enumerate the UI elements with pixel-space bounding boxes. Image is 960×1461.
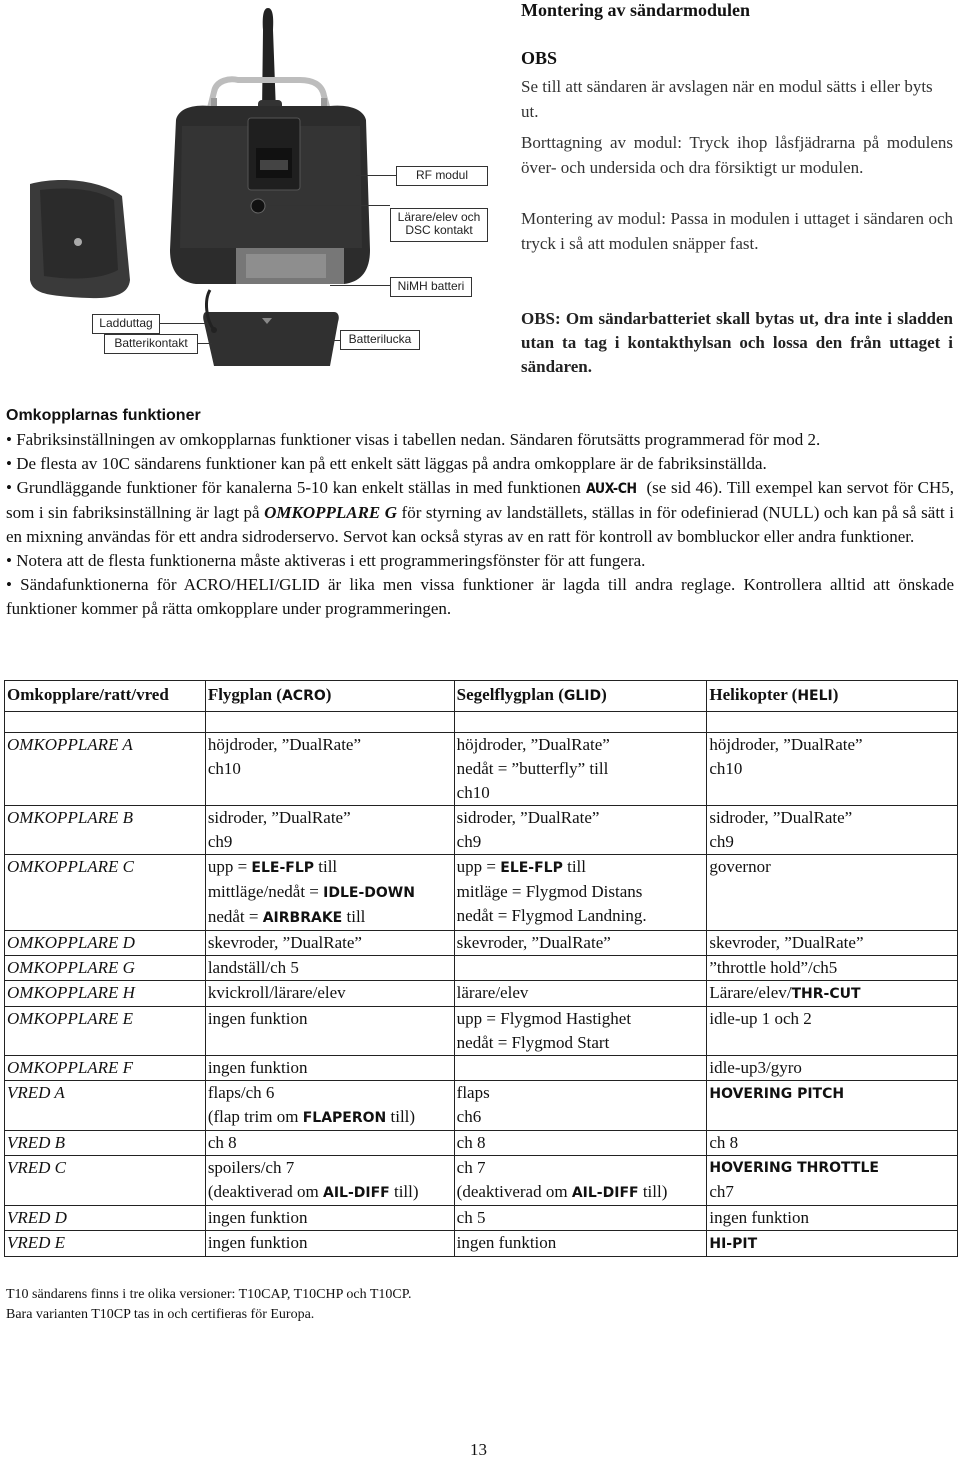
table-cell bbox=[454, 1056, 707, 1081]
table-cell: governor bbox=[707, 855, 958, 931]
footnote-2: Bara varianten T10CP tas in och certifieras för Europa. bbox=[6, 1307, 315, 1322]
table-cell: idle-up3/gyro bbox=[707, 1056, 958, 1081]
table-cell: HI-PIT bbox=[707, 1231, 958, 1257]
table-cell bbox=[205, 712, 454, 733]
table-cell bbox=[454, 712, 707, 733]
header-glid: Segelflygplan (GLID) bbox=[454, 681, 707, 712]
header-switch: Omkopplare/ratt/vred bbox=[5, 681, 206, 712]
table-cell: ingen funktion bbox=[205, 1206, 454, 1231]
bullet-3-b: (se sid 46). Till exempel kan servot för CH5, som i sin fabriksinställning är lagt på bbox=[6, 478, 954, 522]
table-cell: VRED C bbox=[5, 1156, 206, 1206]
table-cell: flaps ch6 bbox=[454, 1081, 707, 1131]
table-row bbox=[5, 1231, 958, 1257]
table-cell: skevroder, ”DualRate” bbox=[454, 931, 707, 956]
bullet-4: • Notera att de flesta funktionerna måste aktiveras i ett programmeringsfönster för att fungera. bbox=[6, 551, 646, 570]
table-cell: OMKOPPLARE G bbox=[5, 956, 206, 981]
table-row bbox=[5, 806, 958, 855]
bullet-3 bbox=[6, 476, 954, 549]
callout-larare-elev-dsc: Lärare/elev och DSC kontakt bbox=[390, 208, 488, 242]
table-cell: ingen funktion bbox=[707, 1206, 958, 1231]
table-cell: sidroder, ”DualRate” ch9 bbox=[205, 806, 454, 855]
table-spacer-row bbox=[5, 712, 958, 733]
table-cell bbox=[5, 712, 206, 733]
bullet-3-c: för styrning av landställets, ställas in för odefinierad (NULL) och kan på så sätt i en mixning användas för ett andra sidroderservo. Servot kan också styras av en ratt för kontroll av bombluckor eller andra funktioner. bbox=[6, 503, 954, 546]
table-cell: ch 8 bbox=[205, 1131, 454, 1156]
table-cell: upp = ELE-FLP till mittläge/nedåt = IDLE-DOWN nedåt = AIRBRAKE till bbox=[205, 855, 454, 931]
table-cell: upp = ELE-FLP till mitläge = Flygmod Distans nedåt = Flygmod Landning. bbox=[454, 855, 707, 931]
table-cell bbox=[454, 956, 707, 981]
table-cell: ingen funktion bbox=[205, 1007, 454, 1056]
table-cell: HOVERING PITCH bbox=[707, 1081, 958, 1131]
table-cell: landställ/ch 5 bbox=[205, 956, 454, 981]
obs-para-2: Borttagning av modul: Tryck ihop låsfjädrarna på modulens över- och undersida och dra försiktigt ur modulen. bbox=[521, 133, 953, 177]
table-cell: VRED D bbox=[5, 1206, 206, 1231]
table-cell: OMKOPPLARE C bbox=[5, 855, 206, 931]
bullet-2: • De flesta av 10C sändarens funktioner kan på ett enkelt sätt läggas på andra omkopplare är de fabriksinställda. bbox=[6, 454, 767, 473]
table-cell: ch 8 bbox=[454, 1131, 707, 1156]
table-cell: ingen funktion bbox=[205, 1231, 454, 1257]
bullet-3-a: • Grundläggande funktioner för kanalerna 5-10 kan enkelt ställas in med funktionen bbox=[6, 478, 581, 497]
table-cell: höjdroder, ”DualRate” ch10 bbox=[707, 733, 958, 806]
battery-lid bbox=[203, 312, 339, 366]
header-acro: Flygplan (ACRO) bbox=[205, 681, 454, 712]
table-cell: ch 5 bbox=[454, 1206, 707, 1231]
table-row bbox=[5, 1131, 958, 1156]
table-cell: OMKOPPLARE A bbox=[5, 733, 206, 806]
table-cell: ingen funktion bbox=[454, 1231, 707, 1257]
obs-heading: OBS bbox=[521, 48, 558, 68]
table-cell: sidroder, ”DualRate” ch9 bbox=[707, 806, 958, 855]
table-cell: höjdroder, ”DualRate” nedåt = ”butterfly” till ch10 bbox=[454, 733, 707, 806]
bullet-1: • Fabriksinställningen av omkopplarnas funktioner visas i tabellen nedan. Sändaren förutsätts programmerad för mod 2. bbox=[6, 430, 821, 449]
table-header-row bbox=[5, 681, 958, 712]
table-cell: VRED A bbox=[5, 1081, 206, 1131]
table-cell: idle-up 1 och 2 bbox=[707, 1007, 958, 1056]
transmitter-side-view bbox=[30, 180, 130, 298]
table-cell: skevroder, ”DualRate” bbox=[205, 931, 454, 956]
callout-rf-modul: RF modul bbox=[396, 166, 488, 186]
callout-nimh-batteri: NiMH batteri bbox=[390, 277, 472, 297]
table-cell: OMKOPPLARE H bbox=[5, 981, 206, 1007]
functions-title: Omkopplarnas funktioner bbox=[6, 407, 201, 424]
table-row bbox=[5, 1206, 958, 1231]
dsc-socket bbox=[251, 199, 265, 213]
page-number: 13 bbox=[470, 1440, 487, 1459]
table-row bbox=[5, 733, 958, 806]
callout-ladduttag: Ladduttag bbox=[92, 314, 160, 334]
footnote-1: T10 sändarens finns i tre olika versioner: T10CAP, T10CHP och T10CP. bbox=[6, 1287, 412, 1302]
table-cell: OMKOPPLARE D bbox=[5, 931, 206, 956]
omkopplare-g-ref: OMKOPPLARE G bbox=[264, 503, 398, 522]
table-cell: ”throttle hold”/ch5 bbox=[707, 956, 958, 981]
table-cell: lärare/elev bbox=[454, 981, 707, 1007]
table-cell: spoilers/ch 7 (deaktiverad om AIL-DIFF till) bbox=[205, 1156, 454, 1206]
table-cell: ch 8 bbox=[707, 1131, 958, 1156]
table-cell: sidroder, ”DualRate” ch9 bbox=[454, 806, 707, 855]
aux-ch-tag: AUX-CH bbox=[585, 481, 637, 497]
callout-batterilucka: Batterilucka bbox=[340, 330, 420, 350]
callout-batterikontakt: Batterikontakt bbox=[104, 334, 198, 354]
bullet-5: • Sändafunktionerna för ACRO/HELI/GLID är lika men vissa funktioner är lagda till andra reglage. Kontrollera alltid att önskade funktioner kommer på rätta omkopplare under programmeringen. bbox=[6, 575, 954, 618]
transmitter-illustration bbox=[0, 0, 520, 380]
obs-battery-note: OBS: Om sändarbatteriet skall bytas ut, dra inte i sladden utan ta tag i kontakthylsan och lossa den från uttaget i sändaren. bbox=[521, 309, 953, 376]
table-row bbox=[5, 1007, 958, 1056]
transmitter-back-view bbox=[170, 106, 370, 366]
table-row bbox=[5, 981, 958, 1007]
obs-para-3: Montering av modul: Passa in modulen i uttaget i sändaren och tryck i så att modulen snäpper fast. bbox=[521, 209, 953, 253]
table-cell: OMKOPPLARE F bbox=[5, 1056, 206, 1081]
table-row bbox=[5, 931, 958, 956]
table-cell: OMKOPPLARE E bbox=[5, 1007, 206, 1056]
table-row bbox=[5, 1081, 958, 1131]
table-cell: OMKOPPLARE B bbox=[5, 806, 206, 855]
table-cell: upp = Flygmod Hastighet nedåt = Flygmod Start bbox=[454, 1007, 707, 1056]
table-row bbox=[5, 1156, 958, 1206]
table-row bbox=[5, 956, 958, 981]
table-cell: ch 7 (deaktiverad om AIL-DIFF till) bbox=[454, 1156, 707, 1206]
table-cell: VRED E bbox=[5, 1231, 206, 1257]
table-cell: VRED B bbox=[5, 1131, 206, 1156]
table-cell: höjdroder, ”DualRate” ch10 bbox=[205, 733, 454, 806]
table-cell: skevroder, ”DualRate” bbox=[707, 931, 958, 956]
table-row bbox=[5, 1056, 958, 1081]
switch-functions-table bbox=[4, 680, 958, 1257]
table-cell bbox=[707, 712, 958, 733]
table-row bbox=[5, 855, 958, 931]
table-cell: kvickroll/lärare/elev bbox=[205, 981, 454, 1007]
mounting-heading: Montering av sändarmodulen bbox=[521, 0, 751, 20]
table-cell: flaps/ch 6 (flap trim om FLAPERON till) bbox=[205, 1081, 454, 1131]
table-cell: HOVERING THROTTLE ch7 bbox=[707, 1156, 958, 1206]
functions-section bbox=[6, 404, 954, 621]
table-cell: ingen funktion bbox=[205, 1056, 454, 1081]
obs-para-1: Se till att sändaren är avslagen när en modul sätts i eller byts ut. bbox=[521, 77, 933, 121]
header-heli: Helikopter (HELI) bbox=[707, 681, 958, 712]
table-cell: Lärare/elev/THR-CUT bbox=[707, 981, 958, 1007]
